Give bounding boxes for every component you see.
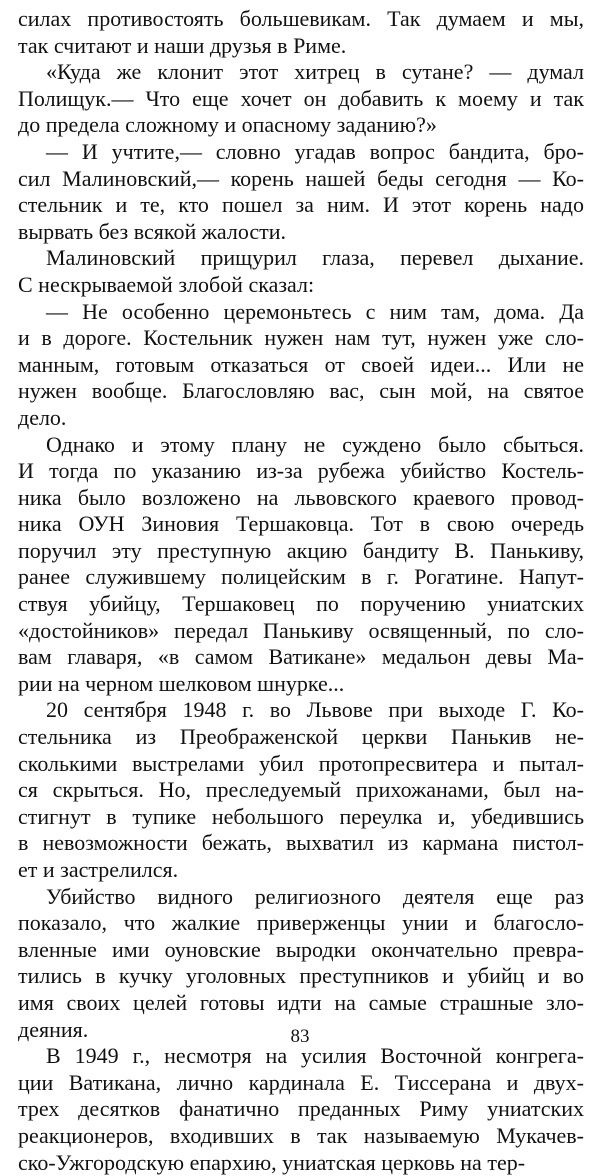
paragraph bbox=[18, 139, 584, 245]
text-line: и в дороге. Костельник нужен нам тут, нужен уже сло- bbox=[18, 325, 584, 351]
text-line: стигнут в тупике небольшого переулка и, убедившись bbox=[18, 803, 584, 829]
text-line: И тогда по указанию из-за рубежа убийство Костель- bbox=[18, 458, 584, 484]
text-line: дело. bbox=[18, 404, 67, 430]
text-line: тились в кучку уголовных преступников и убийц и во bbox=[18, 963, 584, 989]
text-line: ствуя убийцу, Тершаковец по поручению униатских bbox=[18, 591, 584, 617]
text-line: Полищук.— Что еще хочет он добавить к моему и так bbox=[18, 85, 584, 111]
text-line: сколькими выстрелами убил протопресвитера и пытал- bbox=[18, 750, 584, 776]
text-line: силах противостоять большевикам. Так думаем и мы, bbox=[18, 6, 584, 31]
text-line: нужен вообще. Благословляю вас, сын мой, на святое bbox=[18, 378, 584, 404]
paragraph bbox=[18, 432, 584, 698]
text-line: поручил эту преступную акцию бандиту В. Панькиву, bbox=[18, 537, 584, 563]
text-line: ранее служившему полицейским в г. Рогатине. Напут- bbox=[18, 564, 584, 590]
text-line: ско-Ужгородскую епархию, униатская церковь на тер- bbox=[18, 1149, 526, 1175]
text-line: ции Ватикана, лично кардинала Е. Тиссерана и двух- bbox=[18, 1069, 584, 1095]
paragraph bbox=[18, 245, 584, 298]
text-line: вырвать без всякой жалости. bbox=[18, 218, 287, 244]
text-line: рии на черном шелковом шнурке... bbox=[18, 670, 345, 696]
paragraph bbox=[18, 299, 584, 432]
text-line: — Не особенно церемоньтесь с ним там, дома. Да bbox=[46, 298, 584, 324]
text-line: ет и застрелился. bbox=[18, 857, 179, 882]
text-line: показало, что жалкие приверженцы унии и благосло- bbox=[18, 910, 584, 936]
text-line: вам главаря, «в самом Ватикане» медальон девы Ма- bbox=[18, 644, 584, 670]
text-line: сил Малиновский,— корень нашей беды сегодня — Ко- bbox=[18, 165, 584, 191]
text-line: Малиновский прищурил глаза, перевел дыхание. bbox=[46, 245, 584, 271]
text-line: — И учтите,— словно угадав вопрос бандита, бро- bbox=[46, 138, 584, 164]
paragraph bbox=[18, 6, 584, 59]
text-line: манным, готовым отказаться от своей идеи... Или не bbox=[18, 351, 584, 377]
text-line: С нескрываемой злобой сказал: bbox=[18, 271, 315, 297]
text-line: ся скрыться. Но, преследуемый прихожанами, был на- bbox=[18, 777, 584, 803]
text-column bbox=[18, 6, 584, 1176]
text-line: вленные ими оуновские выродки окончательно превра- bbox=[18, 936, 584, 962]
text-line: стельник и те, кто пошел за ним. И этот корень надо bbox=[18, 192, 584, 218]
text-line: ника было возложено на львовского краевого провод- bbox=[18, 484, 584, 510]
text-line: ника ОУН Зиновия Тершаковца. Тот в свою очередь bbox=[18, 511, 584, 537]
text-line: трех десятков фанатично преданных Риму униатских bbox=[18, 1096, 584, 1122]
paragraph bbox=[18, 59, 584, 139]
page-number: 83 bbox=[290, 1026, 310, 1047]
text-line: стельника из Преображенской церкви Панькив не- bbox=[18, 724, 584, 750]
text-line: В 1949 г., несмотря на усилия Восточной конгрега- bbox=[46, 1043, 584, 1069]
text-line: «Куда же клонит этот хитрец в сутане? — думал bbox=[46, 59, 584, 85]
text-line: Убийство видного религиозного деятеля еще раз bbox=[46, 883, 584, 909]
text-line: деяния. bbox=[18, 1016, 89, 1042]
paragraph bbox=[18, 884, 584, 1044]
text-line: 20 сентября 1948 г. во Львове при выходе Г. Ко- bbox=[46, 697, 584, 723]
text-line: реакционеров, входивших в так называемую Мукачев- bbox=[18, 1122, 584, 1148]
text-line: в невозможности бежать, выхватил из кармана пистол- bbox=[18, 830, 584, 856]
paragraph bbox=[18, 1043, 584, 1176]
text-line: так считают и наши друзья в Риме. bbox=[18, 32, 347, 58]
paragraph bbox=[18, 697, 584, 883]
text-line: до предела сложному и опасному заданию?» bbox=[18, 112, 437, 138]
text-line: имя своих целей готовы идти на самые страшные зло- bbox=[18, 989, 584, 1015]
text-line: Однако и этому плану не суждено было сбыться. bbox=[46, 431, 584, 457]
text-line: «достойников» передал Панькиву освященный, по сло- bbox=[18, 617, 584, 643]
